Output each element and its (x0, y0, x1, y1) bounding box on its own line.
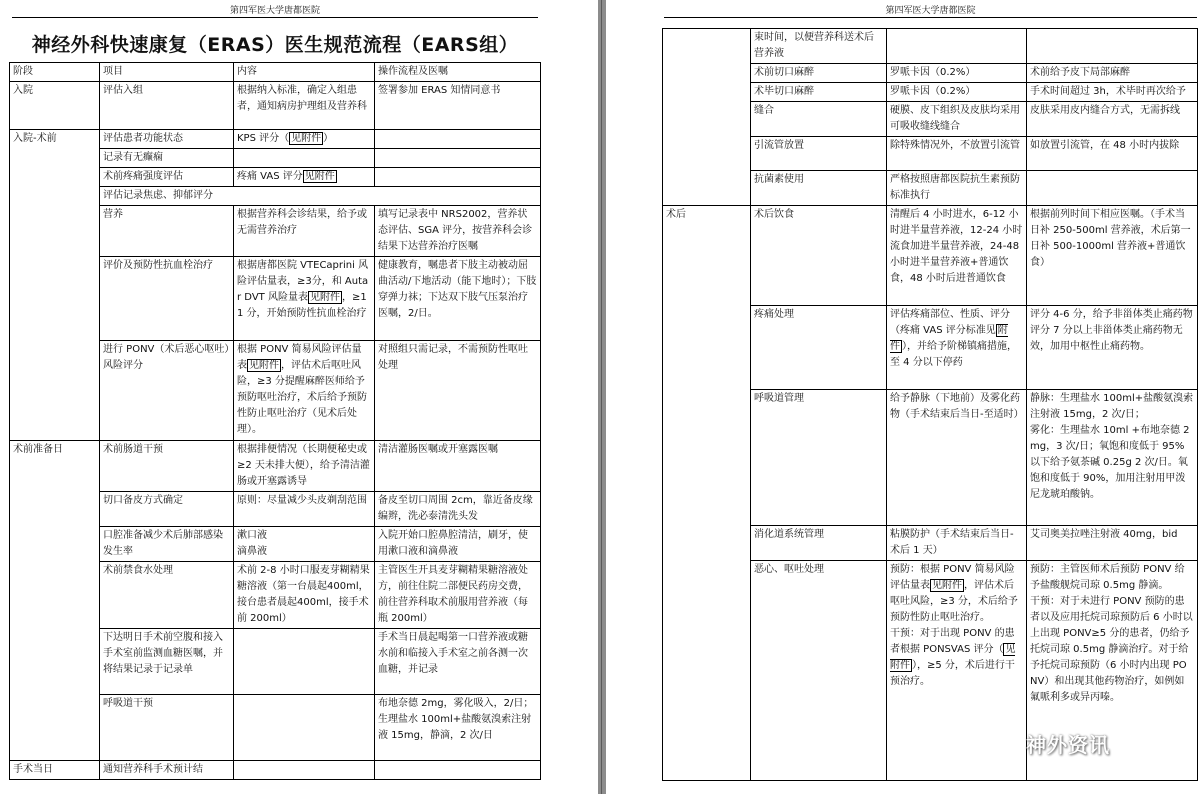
see-attachment-link[interactable]: 见附件 (291, 133, 322, 144)
ops-cell: 主管医生开具麦芽糊精果糖溶液处方，前往住院二部便民药房交费，前往营养科取术前服用营养液（每瓶 200ml） (375, 562, 541, 629)
stage-cell: 入院-术前 (10, 130, 100, 441)
content-cell: 清醒后 4 小时进水，6-12 小时进半量营养液，12-24 小时流食加进半量营养液，24-48 小时进半量营养液+普通饮食，48 小时后进普通饮食 (887, 206, 1027, 306)
ops-cell (1027, 29, 1198, 64)
document-page-left (0, 0, 598, 794)
table-row (663, 29, 1198, 64)
table-header-row (10, 63, 541, 82)
item-cell: 疼痛处理 (751, 306, 887, 390)
ops-cell: 填写记录表中 NRS2002，营养状态评估、SGA 评分，按营养科会诊结果下达营养治疗医嘱 (375, 206, 541, 257)
content-cell: 根据纳入标准，确定入组患者，通知病房护理组及营养科 (234, 82, 375, 130)
ops-cell: 预防：主管医师术后预防 PONV 给予盐酸舰烷司琼 0.5mg 静滴。 干预：对于未进行 PONV 预防的患者以及应用托烷司琼预防后 6 小时以上出现 PONV≥5 分的患者，仍给予托烷司琼 0.5mg 静滴治疗。对于给予托烷司琼预防（6 小时内出现 PONV）和出现其他药物治疗，如例如氟哌利多或异丙嗪。 (1027, 561, 1198, 781)
column-header: 项目 (100, 63, 234, 82)
see-attachment-link[interactable]: 见附件 (890, 644, 1016, 671)
see-attachment-link[interactable]: 见附件 (249, 360, 279, 371)
content-cell: 预防：根据 PONV 简易风险评估量表 见附件 ，评估术后呕吐风险，≥3 分，术后给予预防性防止呕吐治疗。 干预：对于出现 PONV 的患者根据 PONSVAS 评分（ 见附件 ），≥5 分，术后进行干预治疗。 (887, 561, 1027, 781)
content-cell: 根据唐都医院 VTECaprini 风险评估量表，≥3分，和 Autar DVT 风险量表 见附件 ，≥11 分，开始预防性抗血栓治疗 (234, 257, 375, 341)
stage-cell: 术前准备日 (10, 441, 100, 761)
ops-cell: 皮肤采用皮内缝合方式，无需拆线 (1027, 102, 1198, 137)
ops-cell: 术前给予皮下局部麻醉 (1027, 64, 1198, 83)
ops-cell: 备皮至切口周围 2cm，靠近备皮缘编辫，洗必泰清洗头发 (375, 492, 541, 527)
ops-cell: 对照组只需记录，不需预防性呕吐处理 (375, 341, 541, 441)
content-cell: 严格按照唐都医院抗生素预防标准执行 (887, 171, 1027, 206)
content-cell: 原则：尽量减少头皮剃刮范围 (234, 492, 375, 527)
item-cell: 进行 PONV（术后恶心呕吐）风险评分 (100, 341, 234, 441)
page-divider (601, 0, 602, 794)
item-cell: 通知营养科手术预计结 (100, 761, 234, 780)
stage-cell (663, 29, 751, 206)
eras-protocol-table-continued (662, 28, 1198, 781)
item-cell: 术前切口麻醉 (751, 64, 887, 83)
page-gutter (598, 0, 606, 794)
ops-cell: 签署参加 ERAS 知情同意书 (375, 82, 541, 130)
content-cell: 硬膜、皮下组织及皮肤均采用可吸收缝线缝合 (887, 102, 1027, 137)
ops-cell: 布地奈德 2mg，雾化吸入，2/日；生理盐水 100ml+盐酸氨溴索注射液 15mg，静滴，2 次/日 (375, 695, 541, 761)
item-cell: 呼吸道干预 (100, 695, 234, 761)
document-page-right (606, 0, 1200, 794)
content-cell: 给予静脉（下地前）及雾化药物（手术结束后当日-至适时） (887, 390, 1027, 526)
content-cell: 根据排便情况（长期便秘史或≥2 天未排大便），给予清洁灌肠或开塞露诱导 (234, 441, 375, 492)
ops-cell: 艾司奥美拉唑注射液 40mg，bid (1027, 526, 1198, 561)
ops-cell (375, 130, 541, 149)
item-cell: 引流管放置 (751, 137, 887, 171)
stage-cell: 术后 (663, 206, 751, 781)
item-cell: 术毕切口麻醉 (751, 83, 887, 102)
table-row (10, 130, 541, 149)
ops-cell: 健康教育，嘱患者下肢主动被动屈曲活动/下地活动（能下地时）；下肢穿弹力袜；下达双下肢气压泵治疗医嘱，2/日。 (375, 257, 541, 341)
item-cell: 评估记录焦虑、抑郁评分 (100, 187, 541, 206)
ops-cell (375, 761, 541, 780)
content-cell: KPS 评分（ 见附件 ） (234, 130, 375, 149)
content-cell: 根据营养科会诊结果，给予或无需营养治疗 (234, 206, 375, 257)
item-cell: 营养 (100, 206, 234, 257)
ops-cell: 手术时间超过 3h，术毕时再次给予 (1027, 83, 1198, 102)
content-cell: 术前 2-8 小时口服麦芽糊精果糖溶液（第一台晨起400ml，接台患者晨起400ml，接手术前 200ml） (234, 562, 375, 629)
column-header: 内容 (234, 63, 375, 82)
item-cell: 术后饮食 (751, 206, 887, 306)
document-title: 神经外科快速康复（ERAS）医生规范流程（EARS组） (31, 34, 519, 56)
item-cell: 记录有无癫痫 (100, 149, 234, 168)
ops-cell: 如放置引流管，在 48 小时内拔除 (1027, 137, 1198, 171)
item-cell: 抗菌素使用 (751, 171, 887, 206)
stage-cell: 入院 (10, 82, 100, 130)
content-cell: 罗哌卡因（0.2%） (887, 64, 1027, 83)
content-cell: 根据 PONV 简易风险评估量表 见附件 ，评估术后呕吐风险，≥3 分提醒麻醉医师给予预防呕吐治疗，术后给予预防性防止呕吐治疗（见术后处理）。 (234, 341, 375, 441)
table-row (10, 761, 541, 780)
content-cell: 粘膜防护（手术结束后当日-术后 1 天） (887, 526, 1027, 561)
ops-cell: 静脉：生理盐水 100ml+盐酸氨溴索注射液 15mg，2 次/日； 雾化：生理盐水 10ml +布地奈德 2mg，3 次/日；氧饱和度低于 95%以下给予氨茶碱 0.25g 2 次/日。氧饱和度低于 90%，加用注射用甲泼尼龙琥珀酸钠。 (1027, 390, 1198, 526)
content-cell (887, 29, 1027, 64)
content-cell (234, 761, 375, 780)
stage-cell: 手术当日 (10, 761, 100, 780)
item-cell: 束时间，以便营养科送术后营养液 (751, 29, 887, 64)
ops-cell (375, 149, 541, 168)
ops-cell: 手术当日晨起喝第一口营养液或糖水前和临接入手术室之前各测一次血糖，并记录 (375, 629, 541, 695)
page-header: 第四军医大学唐都医院 (12, 3, 538, 18)
watermark-text: 神外资讯 (1026, 732, 1110, 757)
item-cell: 恶心、呕吐处理 (751, 561, 887, 781)
item-cell: 术前疼痛强度评估 (100, 168, 234, 187)
item-cell: 评估入组 (100, 82, 234, 130)
content-cell: 罗哌卡因（0.2%） (887, 83, 1027, 102)
table-row (663, 206, 1198, 306)
column-header: 操作流程及医嘱 (375, 63, 541, 82)
watermark (990, 726, 1140, 760)
content-cell: 除特殊情况外，不放置引流管 (887, 137, 1027, 171)
item-cell: 术前禁食水处理 (100, 562, 234, 629)
content-cell: 漱口液 滴鼻液 (234, 527, 375, 562)
wechat-bubble-icon (990, 732, 1020, 754)
see-attachment-link[interactable]: 见附件 (932, 580, 962, 591)
ops-cell: 根据前列时间下相应医嘱。（手术当日补 250-500ml 营养液，术后第一日补 500-1000ml 营养液+普通饮食） (1027, 206, 1198, 306)
content-cell (234, 629, 375, 695)
table-row (10, 441, 541, 492)
ops-cell: 入院开始口腔鼻腔清洁，刷牙，使用漱口液和滴鼻液 (375, 527, 541, 562)
item-cell: 评价及预防性抗血栓治疗 (100, 257, 234, 341)
item-cell: 消化道系统管理 (751, 526, 887, 561)
content-cell (234, 695, 375, 761)
ops-cell: 评分 4-6 分，给予非甾体类止痛药物 评分 7 分以上非甾体类止痛药物无效，加用中枢性止痛药物。 (1027, 306, 1198, 390)
column-header: 阶段 (10, 63, 100, 82)
content-cell: 疼痛 VAS 评分 见附件 (234, 168, 375, 187)
item-cell: 下达明日手术前空腹和接入手术室前监测血糖医嘱，并将结果记录于记录单 (100, 629, 234, 695)
item-cell: 缝合 (751, 102, 887, 137)
see-attachment-link[interactable]: 附件 (890, 325, 1008, 352)
ops-cell: 清洁灌肠医嘱或开塞露医嘱 (375, 441, 541, 492)
item-cell: 评估患者功能状态 (100, 130, 234, 149)
content-cell: 评估疼痛部位、性质、评分（疼痛 VAS 评分标准见 附件 ），并给予阶梯镇痛措施，至 4 分以下停药 (887, 306, 1027, 390)
see-attachment-link[interactable]: 见附件 (309, 292, 340, 303)
item-cell: 切口备皮方式确定 (100, 492, 234, 527)
ops-cell (1027, 171, 1198, 206)
page-header: 第四军医大学唐都医院 (664, 3, 1197, 18)
ops-cell (375, 168, 541, 187)
item-cell: 口腔准备减少术后肺部感染发生率 (100, 527, 234, 562)
item-cell: 呼吸道管理 (751, 390, 887, 526)
content-cell (234, 149, 375, 168)
see-attachment-link[interactable]: 见附件 (304, 171, 335, 182)
table-row (10, 82, 541, 130)
item-cell: 术前肠道干预 (100, 441, 234, 492)
eras-protocol-table (9, 62, 541, 780)
